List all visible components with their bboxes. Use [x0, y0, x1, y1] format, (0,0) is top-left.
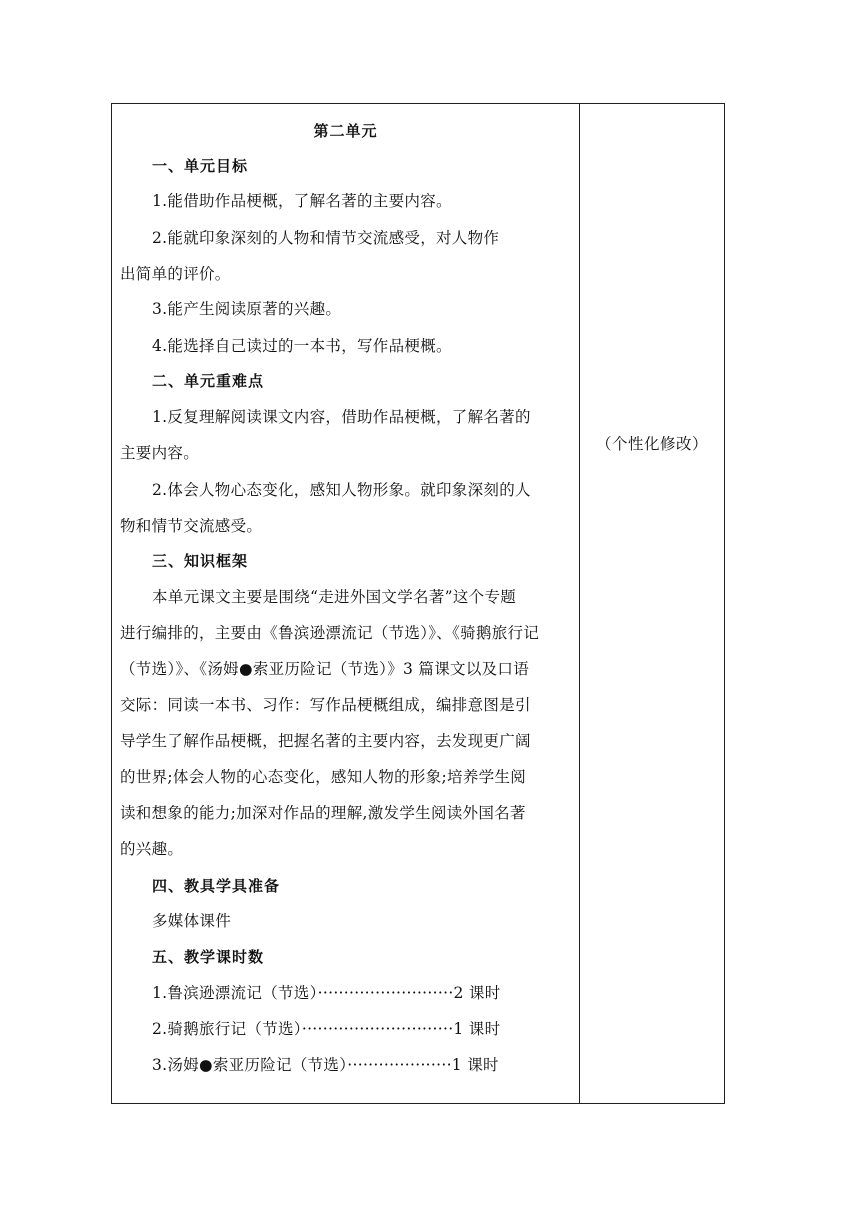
hours-item-2: 2.骑鹅旅行记（节选）·····························1 课时 [152, 1020, 501, 1038]
framework-line-5: 导学生了解作品梗概，把握名著的主要内容，去发现更广阔 [120, 732, 531, 750]
main-content-cell [112, 104, 579, 1103]
hours-heading: 五、教学课时数 [152, 948, 265, 966]
framework-line-4: 交际：同读一本书、习作：写作品梗概组成，编排意图是引 [120, 696, 531, 714]
materials-heading: 四、教具学具准备 [152, 877, 281, 895]
framework-line-6: 的世界;体会人物的心态变化，感知人物的形象;培养学生阅 [120, 768, 527, 786]
goal-item-3: 3.能产生阅读原著的兴趣。 [152, 300, 342, 318]
side-note: （个性化修改） [595, 435, 708, 453]
framework-line-8: 的兴趣。 [120, 840, 184, 858]
framework-line-3: （节选）》、《汤姆●索亚历险记（节选）》3 篇课文以及口语 [120, 660, 530, 678]
key-points-heading: 二、单元重难点 [152, 372, 265, 390]
side-note-cell [580, 104, 724, 1103]
goal-item-2-line-2: 出简单的评价。 [120, 265, 231, 283]
goal-item-4: 4.能选择自己读过的一本书，写作品梗概。 [152, 337, 452, 355]
hours-item-1: 1.鲁滨逊漂流记（节选）··························2 课时 [152, 984, 501, 1002]
lesson-plan-table [111, 103, 725, 1104]
framework-line-2: 进行编排的，主要由《鲁滨逊漂流记（节选）》、《骑鹅旅行记 [120, 624, 540, 642]
key-point-1-line-2: 主要内容。 [120, 444, 200, 462]
goal-item-1: 1.能借助作品梗概，了解名著的主要内容。 [152, 192, 452, 210]
framework-line-7: 读和想象的能力;加深对作品的理解,激发学生阅读外国名著 [120, 804, 526, 822]
goals-heading: 一、单元目标 [152, 157, 249, 175]
framework-heading: 三、知识框架 [152, 552, 249, 570]
framework-line-1: 本单元课文主要是围绕“走进外国文学名著”这个专题 [152, 588, 517, 606]
unit-title: 第二单元 [313, 122, 378, 140]
key-point-1-line-1: 1.反复理解阅读课文内容，借助作品梗概，了解名著的 [152, 408, 531, 426]
materials-item: 多媒体课件 [152, 912, 232, 930]
key-point-2-line-2: 物和情节交流感受。 [120, 517, 263, 535]
hours-item-3: 3.汤姆●索亚历险记（节选）····················1 课时 [152, 1056, 499, 1074]
key-point-2-line-1: 2.体会人物心态变化，感知人物形象。就印象深刻的人 [152, 481, 531, 499]
goal-item-2-line-1: 2.能就印象深刻的人物和情节交流感受，对人物作 [152, 229, 500, 247]
